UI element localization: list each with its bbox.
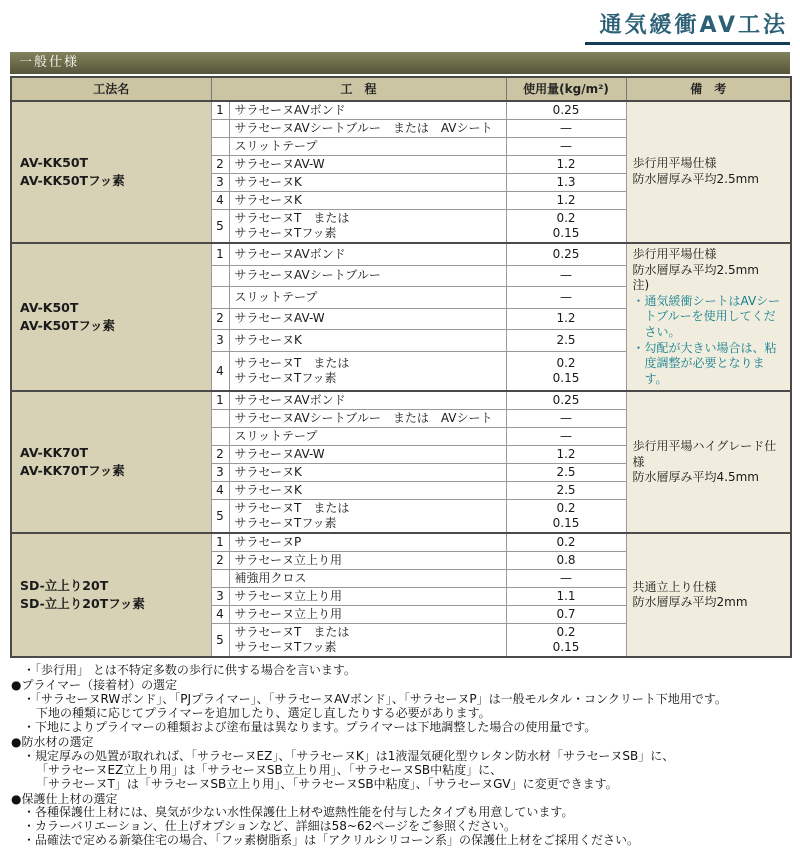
process-name bbox=[229, 552, 506, 570]
step-number: 4 bbox=[211, 482, 229, 500]
step-number bbox=[211, 410, 229, 428]
step-number: 1 bbox=[211, 101, 229, 120]
note-line: 下地の種類に応じてプライマーを追加したり、選定し直したりする必要があります。 bbox=[36, 706, 491, 721]
usage-value bbox=[506, 265, 626, 287]
method-name-line: AV-KK70T bbox=[20, 445, 89, 461]
note-line: ・各種保護仕上材には、臭気が少ない水性保護仕上材や遮熱性能を付与したタイプも用意しています。 bbox=[23, 805, 574, 820]
process-name-line: サラセーヌAVボンド bbox=[234, 246, 346, 261]
process-name-line: サラセーヌAVシートブルー または AVシート bbox=[234, 121, 493, 135]
process-name-line: スリットテープ bbox=[234, 139, 318, 153]
usage-value-line: 0.15 bbox=[552, 226, 580, 240]
process-name-line: サラセーヌAVボンド bbox=[234, 103, 346, 117]
usage-value-line: 1.2 bbox=[556, 157, 576, 171]
process-name-line: 補強用クロス bbox=[234, 571, 307, 586]
process-name bbox=[229, 500, 506, 534]
step-number: 3 bbox=[211, 464, 229, 482]
method-name-cell bbox=[11, 533, 211, 657]
step-number bbox=[211, 287, 229, 309]
usage-value bbox=[506, 588, 626, 606]
usage-value-line: — bbox=[560, 429, 573, 444]
process-name-line: サラセーヌTフッ素 bbox=[234, 226, 337, 240]
process-name bbox=[229, 606, 506, 624]
usage-value bbox=[506, 446, 626, 464]
process-name-line: サラセーヌT または bbox=[234, 625, 350, 640]
page-title: 通気緩衝AV工法 bbox=[585, 6, 790, 45]
title-row bbox=[10, 6, 790, 45]
process-name-line: スリットテープ bbox=[234, 289, 318, 304]
usage-value-line: 0.2 bbox=[556, 211, 576, 225]
usage-value-line: 0.15 bbox=[552, 516, 580, 531]
process-name-line: サラセーヌTフッ素 bbox=[234, 371, 337, 386]
usage-value-line: 0.25 bbox=[552, 103, 580, 117]
note-line: ・品確法で定める新築住宅の場合、「フッ素樹脂系」は「アクリルシリコーン系」の保護仕上材をご採用ください。 bbox=[23, 833, 640, 848]
col-header-method: 工法名 bbox=[11, 77, 211, 101]
usage-value bbox=[506, 120, 626, 138]
remark-line: 防水層厚み平均2mm bbox=[632, 595, 748, 610]
step-number: 2 bbox=[211, 308, 229, 330]
step-number: 1 bbox=[211, 391, 229, 410]
step-number: 1 bbox=[211, 533, 229, 552]
process-name bbox=[229, 101, 506, 120]
step-number: 2 bbox=[211, 156, 229, 174]
remark-line: 歩行用平場ハイグレード仕様 bbox=[632, 438, 777, 469]
process-name-line: サラセーヌTフッ素 bbox=[234, 516, 337, 531]
note-line: ・「サラセーヌRWボンド」、「PJプライマー」、「サラセーヌAVボンド」、「サラセーヌP」は一般モルタル・コンクリート下地用です。 bbox=[23, 692, 727, 707]
usage-value bbox=[506, 552, 626, 570]
header-row bbox=[11, 77, 791, 101]
process-name-line: サラセーヌAV-W bbox=[234, 311, 325, 326]
method-name-line: AV-KK50T bbox=[20, 154, 89, 170]
usage-value-line: 2.5 bbox=[556, 483, 576, 498]
usage-value-line: 0.25 bbox=[552, 393, 580, 408]
usage-value bbox=[506, 428, 626, 446]
method-name-line: SD-立上り20T bbox=[20, 578, 109, 594]
process-name bbox=[229, 156, 506, 174]
step-number: 5 bbox=[211, 500, 229, 534]
usage-value bbox=[506, 533, 626, 552]
remark-line: 防水層厚み平均2.5mm bbox=[632, 262, 759, 277]
process-name-line: サラセーヌK bbox=[234, 465, 302, 480]
process-row bbox=[11, 533, 791, 552]
usage-value bbox=[506, 192, 626, 210]
process-name bbox=[229, 624, 506, 658]
remark-line: 歩行用平場仕様 bbox=[632, 156, 717, 171]
step-number: 3 bbox=[211, 174, 229, 192]
usage-value-line: — bbox=[560, 289, 573, 304]
usage-value-line: 1.2 bbox=[556, 447, 576, 462]
usage-value bbox=[506, 391, 626, 410]
process-name-line: サラセーヌK bbox=[234, 483, 302, 498]
usage-value-line: 0.2 bbox=[556, 356, 576, 371]
remark-line: 歩行用平場仕様 bbox=[632, 247, 717, 261]
usage-value-line: 2.5 bbox=[556, 465, 576, 480]
footer-notes bbox=[10, 664, 790, 848]
spec-table-head bbox=[11, 77, 791, 101]
col-header-process: 工 程 bbox=[211, 77, 506, 101]
usage-value-line: 0.8 bbox=[556, 553, 576, 568]
usage-value bbox=[506, 210, 626, 244]
usage-value-line: 0.15 bbox=[552, 371, 580, 386]
process-row bbox=[11, 243, 791, 265]
process-name-line: サラセーヌT または bbox=[234, 211, 350, 225]
step-number bbox=[211, 265, 229, 287]
usage-value-line: 1.2 bbox=[556, 311, 576, 326]
usage-value-line: 1.3 bbox=[556, 175, 576, 189]
usage-value bbox=[506, 410, 626, 428]
process-name-line: サラセーヌ立上り用 bbox=[234, 589, 343, 604]
usage-value bbox=[506, 101, 626, 120]
step-number bbox=[211, 570, 229, 588]
usage-value bbox=[506, 500, 626, 534]
usage-value bbox=[506, 330, 626, 352]
method-name-line: AV-KK70Tフッ素 bbox=[20, 463, 125, 479]
process-name bbox=[229, 464, 506, 482]
method-name-line: AV-KK50Tフッ素 bbox=[20, 173, 125, 188]
process-name-line: サラセーヌAV-W bbox=[234, 157, 325, 171]
process-name bbox=[229, 308, 506, 330]
note-line: ・「歩行用」 とは不特定多数の歩行に供する場合を言います。 bbox=[23, 663, 356, 678]
process-name bbox=[229, 410, 506, 428]
step-number: 5 bbox=[211, 210, 229, 244]
step-number: 4 bbox=[211, 351, 229, 391]
usage-value-line: 0.2 bbox=[556, 535, 576, 550]
process-name bbox=[229, 210, 506, 244]
usage-value bbox=[506, 287, 626, 309]
process-name-line: サラセーヌP bbox=[234, 535, 302, 550]
remarks-cell bbox=[626, 101, 791, 243]
process-name bbox=[229, 588, 506, 606]
process-name-line: サラセーヌ立上り用 bbox=[234, 607, 343, 622]
usage-value-line: 1.1 bbox=[556, 589, 576, 604]
method-name-cell bbox=[11, 101, 211, 243]
usage-value bbox=[506, 482, 626, 500]
process-name-line: サラセーヌAV-W bbox=[234, 447, 325, 462]
step-number bbox=[211, 428, 229, 446]
usage-value-line: 0.25 bbox=[552, 246, 580, 261]
process-name-line: サラセーヌ立上り用 bbox=[234, 553, 343, 568]
step-number: 3 bbox=[211, 588, 229, 606]
step-number: 4 bbox=[211, 606, 229, 624]
process-name-line: サラセーヌAVシートブルー または AVシート bbox=[234, 411, 493, 426]
process-name-line: サラセーヌT または bbox=[234, 356, 350, 371]
note-heading: ●保護仕上材の選定 bbox=[11, 791, 118, 806]
usage-value bbox=[506, 351, 626, 391]
step-number: 2 bbox=[211, 552, 229, 570]
remarks-cell bbox=[626, 243, 791, 391]
process-name bbox=[229, 428, 506, 446]
usage-value-line: 0.15 bbox=[552, 640, 580, 655]
process-name bbox=[229, 570, 506, 588]
process-name bbox=[229, 482, 506, 500]
step-number: 3 bbox=[211, 330, 229, 352]
step-number bbox=[211, 138, 229, 156]
process-name bbox=[229, 351, 506, 391]
process-name-line: サラセーヌT または bbox=[234, 501, 350, 516]
usage-value bbox=[506, 308, 626, 330]
step-number: 4 bbox=[211, 192, 229, 210]
method-name-line: AV-K50Tフッ素 bbox=[20, 318, 116, 334]
process-name-line: サラセーヌK bbox=[234, 332, 302, 347]
section-header-bar: 一般仕様 bbox=[10, 52, 790, 74]
col-header-usage: 使用量(kg/m²) bbox=[506, 77, 626, 101]
usage-value bbox=[506, 174, 626, 192]
note-line: 「サラセーヌEZ立上り用」は「サラセーヌSB立上り用」、「サラセーヌSB中粘度」に、 bbox=[36, 762, 503, 777]
usage-value-line: 0.7 bbox=[556, 607, 576, 622]
process-name-line: サラセーヌAVシートブルー bbox=[234, 268, 381, 283]
step-number: 5 bbox=[211, 624, 229, 658]
step-number: 2 bbox=[211, 446, 229, 464]
process-name bbox=[229, 265, 506, 287]
usage-value bbox=[506, 570, 626, 588]
method-name-line: SD-立上り20Tフッ素 bbox=[20, 596, 145, 612]
usage-value bbox=[506, 156, 626, 174]
remark-line: 防水層厚み平均4.5mm bbox=[632, 470, 759, 485]
process-name-line: サラセーヌK bbox=[234, 193, 302, 207]
usage-value-line: — bbox=[560, 571, 573, 586]
col-header-remarks: 備 考 bbox=[626, 77, 791, 101]
remark-line: 共通立上り仕様 bbox=[632, 579, 717, 594]
step-number bbox=[211, 120, 229, 138]
process-name-line: サラセーヌK bbox=[234, 175, 302, 189]
process-name bbox=[229, 446, 506, 464]
step-number: 1 bbox=[211, 243, 229, 265]
remark-note-line: ・通気緩衝シートはAVシートブルーを使用してください。 bbox=[632, 293, 781, 339]
note-line: ・規定厚みの処置が取れれば、「サラセーヌEZ」、「サラセーヌK」は1液湿気硬化型ウレタン防水材「サラセーヌSB」に、 bbox=[23, 748, 675, 763]
usage-value-line: — bbox=[560, 121, 573, 135]
process-name bbox=[229, 330, 506, 352]
usage-value-line: — bbox=[560, 268, 573, 283]
method-name-cell bbox=[11, 391, 211, 533]
process-name bbox=[229, 243, 506, 265]
process-name bbox=[229, 391, 506, 410]
process-name bbox=[229, 287, 506, 309]
usage-value-line: 1.2 bbox=[556, 193, 576, 207]
process-name bbox=[229, 533, 506, 552]
process-name bbox=[229, 120, 506, 138]
usage-value-line: 0.2 bbox=[556, 501, 576, 516]
usage-value-line: 2.5 bbox=[556, 332, 576, 347]
spec-table-body bbox=[11, 101, 791, 657]
method-name-cell bbox=[11, 243, 211, 391]
usage-value bbox=[506, 138, 626, 156]
usage-value bbox=[506, 464, 626, 482]
remarks-cell bbox=[626, 391, 791, 533]
process-name bbox=[229, 138, 506, 156]
usage-value-line: 0.2 bbox=[556, 625, 576, 640]
usage-value bbox=[506, 624, 626, 658]
remark-line: 注) bbox=[632, 278, 650, 293]
process-name bbox=[229, 192, 506, 210]
spec-table bbox=[10, 76, 792, 658]
note-heading: ●プライマー（接着材）の選定 bbox=[11, 678, 178, 693]
usage-value bbox=[506, 243, 626, 265]
note-line: ・下地によりプライマーの種類および塗布量は異なります。プライマーは下地調整した場合の使用量です。 bbox=[23, 719, 597, 734]
process-row bbox=[11, 101, 791, 120]
remark-note-line: ・勾配が大きい場合は、粘度調整が必要となります。 bbox=[632, 340, 777, 386]
note-line: ・カラーバリエーション、仕上げオプションなど、詳細は58~62ページをご参照ください。 bbox=[23, 819, 516, 834]
remarks-cell bbox=[626, 533, 791, 657]
process-name bbox=[229, 174, 506, 192]
note-heading: ●防水材の選定 bbox=[11, 734, 94, 749]
process-name-line: スリットテープ bbox=[234, 429, 318, 444]
process-row bbox=[11, 391, 791, 410]
usage-value-line: — bbox=[560, 139, 573, 153]
note-line: 「サラセーヌT」は「サラセーヌSB立上り用」、「サラセーヌSB中粘度」、「サラセーヌGV」に変更できます。 bbox=[36, 776, 618, 791]
usage-value-line: — bbox=[560, 411, 573, 426]
process-name-line: サラセーヌTフッ素 bbox=[234, 640, 337, 655]
method-name-line: AV-K50T bbox=[20, 300, 79, 316]
usage-value bbox=[506, 606, 626, 624]
remark-line: 防水層厚み平均2.5mm bbox=[632, 172, 759, 186]
process-name-line: サラセーヌAVボンド bbox=[234, 393, 346, 408]
